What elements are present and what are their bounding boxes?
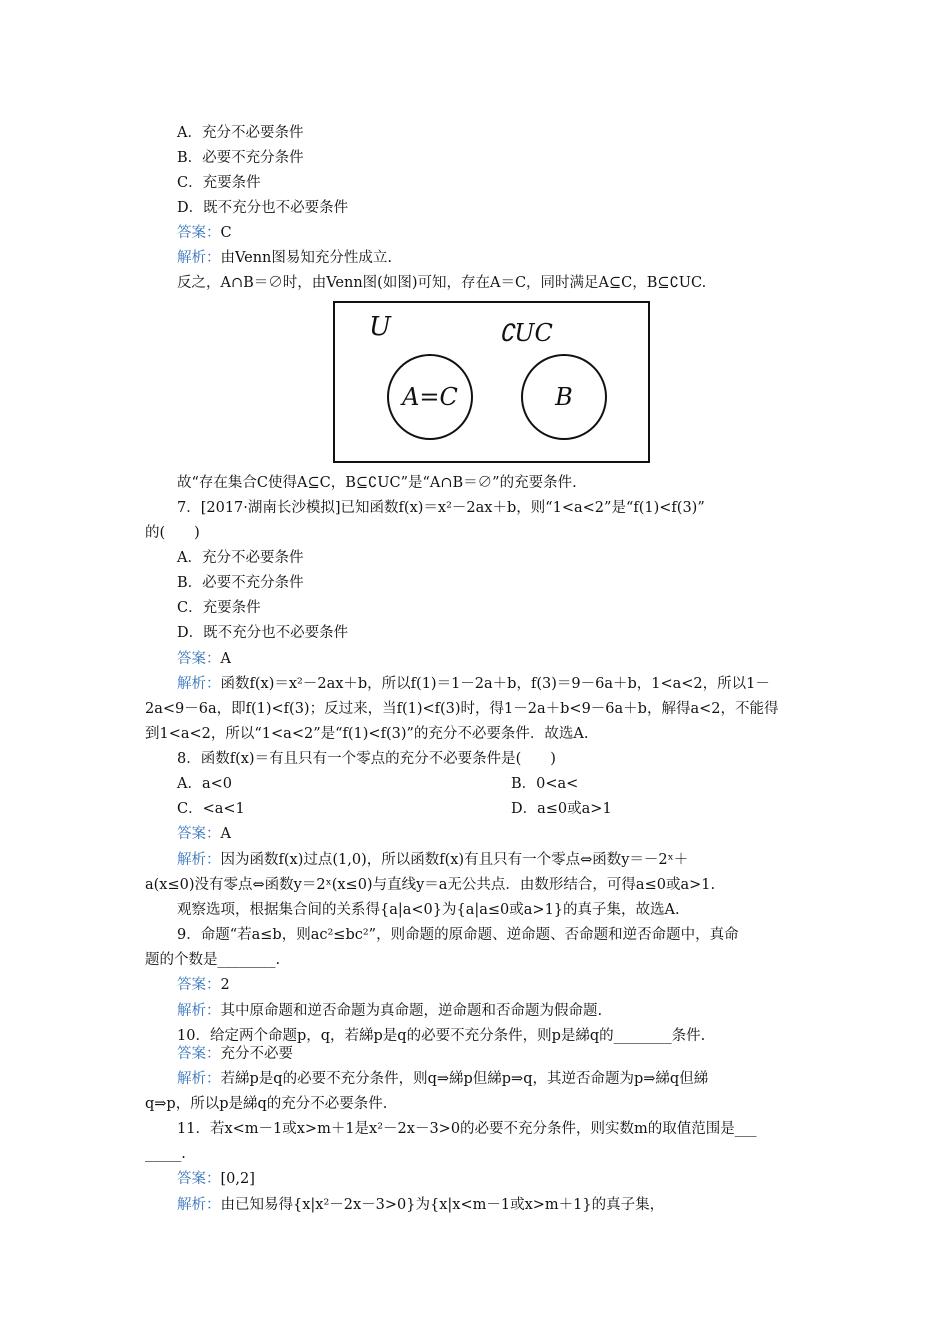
answer-value: [0,2] [220, 1171, 255, 1187]
analysis-text: 函数f(x)＝x²－2ax＋b，所以f(1)＝1－2a＋b，f(3)＝9－6a＋b，1<a<2，所以1－ [220, 676, 770, 692]
venn-set-left-label: A=C [402, 383, 458, 411]
question-7-stem-cont: 的( ) [145, 525, 200, 541]
venn-set-right-label: B [555, 383, 573, 411]
analysis-line [177, 1002, 602, 1020]
option-d: D．既不充分也不必要条件 [177, 200, 349, 216]
option-b: B．必要不充分条件 [177, 150, 304, 166]
option-b: B．必要不充分条件 [177, 575, 304, 591]
analysis-label: 解析： [177, 1003, 221, 1019]
answer-value: C [220, 225, 232, 241]
answer-line [177, 976, 230, 994]
answer-value: 2 [220, 977, 230, 993]
answer-line [177, 1045, 293, 1063]
answer-label: 答案： [177, 977, 221, 993]
analysis-label: 解析： [177, 852, 221, 868]
option-a: A．a<0 [177, 776, 232, 792]
answer-line [177, 825, 231, 843]
option-a: A．充分不必要条件 [177, 125, 304, 141]
analysis-label: 解析： [177, 676, 221, 692]
option-c: C．<a<1 [177, 801, 245, 817]
analysis-text: a(x≤0)没有零点⇔函数y＝2ˣ(x≤0)与直线y＝a无公共点．由数形结合，可得a≤0或a>1. [145, 877, 716, 893]
answer-line [177, 1170, 255, 1188]
analysis-text: 因为函数f(x)过点(1,0)，所以函数f(x)有且只有一个零点⇔函数y＝－2ˣ＋ [220, 852, 689, 868]
option-d: D．a≤0或a>1 [511, 801, 612, 817]
option-c: C．充要条件 [177, 600, 261, 616]
answer-line [177, 224, 232, 242]
question-7-stem: 7．[2017·湖南长沙模拟]已知函数f(x)＝x²－2ax＋b，则“1<a<2”是“f(1)<f(3)” [177, 500, 705, 516]
question-8-stem: 8．函数f(x)＝有且只有一个零点的充分不必要条件是( ) [177, 751, 556, 767]
analysis-text: 2a<9－6a，即f(1)<f(3)；反过来，当f(1)<f(3)时，得1－2a＋b<9－6a＋b，解得a<2，不能得 [145, 701, 779, 717]
conclusion-text: 故“存在集合C使得A⊆C，B⊆∁UC”是“A∩B＝∅”的充要条件. [177, 475, 577, 491]
analysis-text: 由Venn图易知充分性成立. [220, 250, 393, 266]
analysis-line [177, 1196, 664, 1214]
analysis-text: 其中原命题和逆否命题为真命题，逆命题和否命题为假命题. [220, 1003, 603, 1019]
analysis-text: 反之，A∩B＝∅时，由Venn图(如图)可知，存在A＝C，同时满足A⊆C，B⊆∁UC. [177, 275, 707, 291]
analysis-line [177, 249, 392, 267]
answer-label: 答案： [177, 1046, 221, 1062]
analysis-line [177, 851, 688, 869]
analysis-text: 若綈p是q的必要不充分条件，则q⇒綈p但綈p⇒q，其逆否命题为p⇒綈q但綈 [220, 1071, 709, 1087]
analysis-text: q⇒p，所以p是綈q的充分不必要条件. [145, 1096, 388, 1112]
question-10-stem: 10．给定两个命题p，q，若綈p是q的必要不充分条件，则p是綈q的________条件. [177, 1028, 706, 1044]
venn-universe-label: U [369, 312, 391, 342]
answer-value: A [220, 651, 231, 667]
question-9-stem: 9．命题“若a≤b，则ac²≤bc²”，则命题的原命题、逆命题、否命题和逆否命题中，真命 [177, 927, 739, 943]
venn-diagram [333, 301, 650, 463]
option-a: A．充分不必要条件 [177, 550, 304, 566]
analysis-label: 解析： [177, 250, 221, 266]
analysis-label: 解析： [177, 1071, 221, 1087]
analysis-text: 由已知易得{x|x²－2x－3>0}为{x|x<m－1或x>m＋1}的真子集， [220, 1197, 665, 1213]
question-9-stem-cont: 题的个数是________. [145, 952, 281, 968]
question-11-stem-cont: _____. [145, 1146, 186, 1162]
answer-line [177, 650, 231, 668]
analysis-label: 解析： [177, 1197, 221, 1213]
option-b: B．0<a< [511, 776, 579, 792]
question-11-stem: 11．若x<m－1或x>m＋1是x²－2x－3>0的必要不充分条件，则实数m的取值范围是___ [177, 1121, 757, 1137]
answer-value: 充分不必要 [220, 1046, 293, 1062]
answer-label: 答案： [177, 1171, 221, 1187]
analysis-line [177, 1070, 708, 1088]
venn-complement-label: ∁UC [499, 319, 553, 347]
analysis-text: 到1<a<2，所以“1<a<2”是“f(1)<f(3)”的充分不必要条件．故选A. [145, 726, 589, 742]
analysis-text: 观察选项，根据集合间的关系得{a|a<0}为{a|a≤0或a>1}的真子集，故选A. [177, 902, 680, 918]
option-c: C．充要条件 [177, 175, 261, 191]
analysis-line [177, 675, 770, 693]
answer-label: 答案： [177, 826, 221, 842]
answer-label: 答案： [177, 651, 221, 667]
option-d: D．既不充分也不必要条件 [177, 625, 349, 641]
answer-label: 答案： [177, 225, 221, 241]
answer-value: A [220, 826, 231, 842]
